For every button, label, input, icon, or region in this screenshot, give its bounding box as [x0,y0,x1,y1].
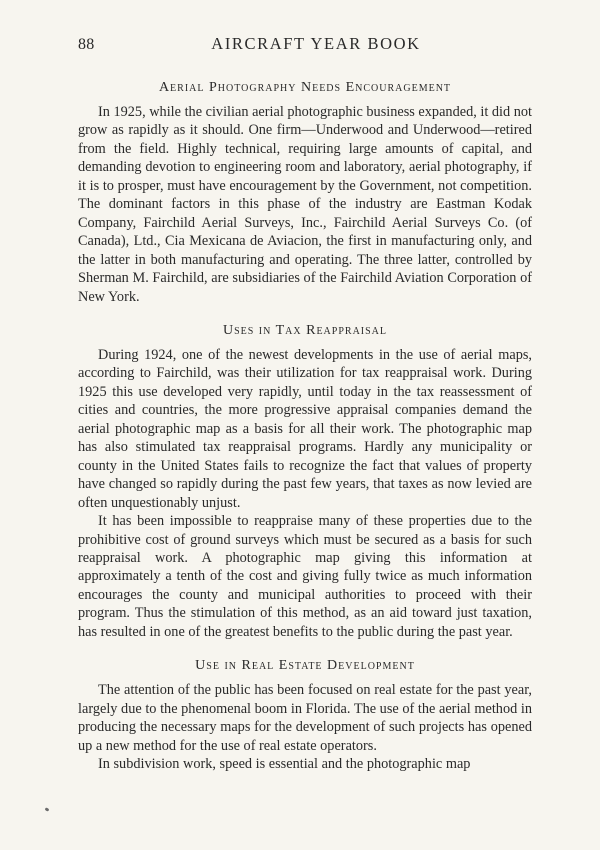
running-title: AIRCRAFT YEAR BOOK [211,34,421,53]
section-heading: Aerial Photography Needs Encouragement [158,80,452,95]
section-aerial-photography [78,80,532,306]
paragraph: During 1924, one of the newest developments in the use of aerial maps, according to Fairchild, was their utilization for tax reappraisal work. During 1925 this use developed very rapidly, until today in the tax reassessment of cities and countries, the more progressive appraisal companies demand the aerial photographic map as a basis for all their work. The photographic map has also stimulated tax reappraisal programs. Hardly any municipality or county in the United States fails to recognize the fact that values of property have changed so rapidly during the past few years, that taxes as now levied are often unquestionably unjust. [78,346,532,511]
section-real-estate [78,658,532,773]
paragraph: The attention of the public has been focused on real estate for the past year, largely due to the phenomenal boom in Florida. The use of the aerial method in producing the necessary maps for the development of such projects has opened up a new method for the use of real estate operators. [78,682,532,754]
section-heading: Uses in Tax Reappraisal [222,322,388,338]
section-heading: Use in Real Estate Development [195,658,415,674]
paragraph: In 1925, while the civilian aerial photographic business expanded, it did not grow as rapidly as it should. One firm—Underwood and Underwood—retired from the field. Highly technical, requiring large amounts of capital, and demanding devotion to engineering room and laboratory, aerial photography, if it is to prosper, must have encouragement by the Government, not competition. The dominant factors in this phase of the industry are Eastman Kodak Company, Fairchild Aerial Surveys, Inc., Fairchild Aerial Surveys Co. (of Canada), Ltd., Cia Mexicana de Aviacion, the first in manufacturing only, and the latter in both manufacturing and operating. The three latter, controlled by Sherman M. Fairchild, are subsidiaries of the Fairchild Aviation Corporation of New York. [78,104,532,305]
book-page [78,34,532,774]
ink-speck [45,807,50,812]
paragraph: It has been impossible to reappraise many of these properties due to the prohibitive cost of ground surveys which must be secured as a basis for such reappraisal work. A photographic map giving this information at approximately a tenth of the cost and giving fully twice as much information encourages the county and municipal authorities to proceed with their program. Thus the stimulation of this method, as an aid toward just taxation, has resulted in one of the greatest benefits to the public during the past year. [78,513,532,640]
running-head [78,34,532,58]
paragraph: In subdivision work, speed is essential and the photographic map [98,756,471,773]
section-tax-reappraisal [78,323,532,641]
page-number: 88 [78,36,95,53]
